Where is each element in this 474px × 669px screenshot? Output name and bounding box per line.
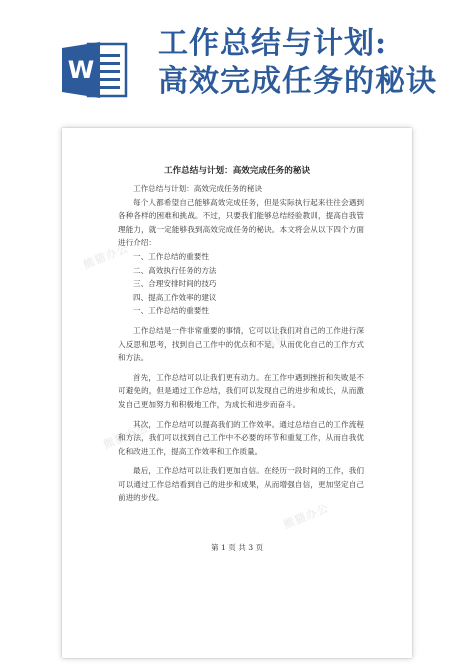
- banner-title-line-1: 工作总结与计划:: [158, 26, 388, 61]
- paragraph: 工作总结与计划：高效完成任务的秘诀: [133, 184, 263, 193]
- document-body: [118, 182, 364, 505]
- paragraph: 最后，工作总结可以让我们更加自信。在经历一段时间的工作，我们可以通过工作总结看到自己的进步和成果，从而增强自信，更加坚定自己前进的步伐。: [118, 466, 364, 503]
- banner-title: [158, 25, 458, 101]
- paragraph: 三、合理安排时间的技巧: [133, 279, 217, 289]
- paragraph: 工作总结是一件非常重要的事情，它可以让我们对自己的工作进行深入反思和思考，找到自己工作中的优点和不足，从而优化自己的工作方式和方法。: [118, 325, 364, 363]
- watermark: 熊猫办公: [261, 321, 311, 352]
- watermark: 熊猫办公: [81, 241, 131, 272]
- banner: [0, 0, 474, 130]
- paragraph: 一、工作总结的重要性: [133, 306, 209, 316]
- document-page: [62, 128, 412, 658]
- word-icon-letter: W: [67, 56, 95, 84]
- paragraph: 首先，工作总结可以让我们更有动力。在工作中遇到挫折和失败是不可避免的，但是通过工作总结，我们可以发现自己的进步和成长，从而激发自己更加努力和积极地工作，为成长和进步而奋斗。: [118, 372, 364, 409]
- paragraph: 其次，工作总结可以提高我们的工作效率。通过总结自己的工作流程和方法，我们可以找到自己工作中不必要的环节和重复工作，从而自我优化和改进工作，提高工作效率和工作质量。: [118, 419, 364, 456]
- paragraph: 每个人都希望自己能够高效完成任务，但是实际执行起来往往会遇到各种各样的困难和挑战。不过，只要我们能够总结经验教训，提高自我管理能力，就一定能够我到高效完成任务的秘诀。本文将会从以下四个方面进行介绍：: [118, 197, 364, 248]
- paragraph: 一、工作总结的重要性: [133, 251, 209, 261]
- document-title: 工作总结与计划：高效完成任务的秘诀: [163, 166, 311, 176]
- paragraph: 二、高效执行任务的方法: [133, 265, 217, 275]
- watermark: 熊猫办公: [281, 501, 331, 532]
- page-number-footer: 第 1 页 共 3 页: [210, 543, 264, 552]
- paragraph: 四、提高工作效率的建议: [133, 292, 217, 302]
- word-document-icon: [62, 40, 128, 100]
- watermark: 熊猫办公: [101, 421, 151, 452]
- banner-title-line-2: 高效完成任务的秘诀: [158, 64, 437, 99]
